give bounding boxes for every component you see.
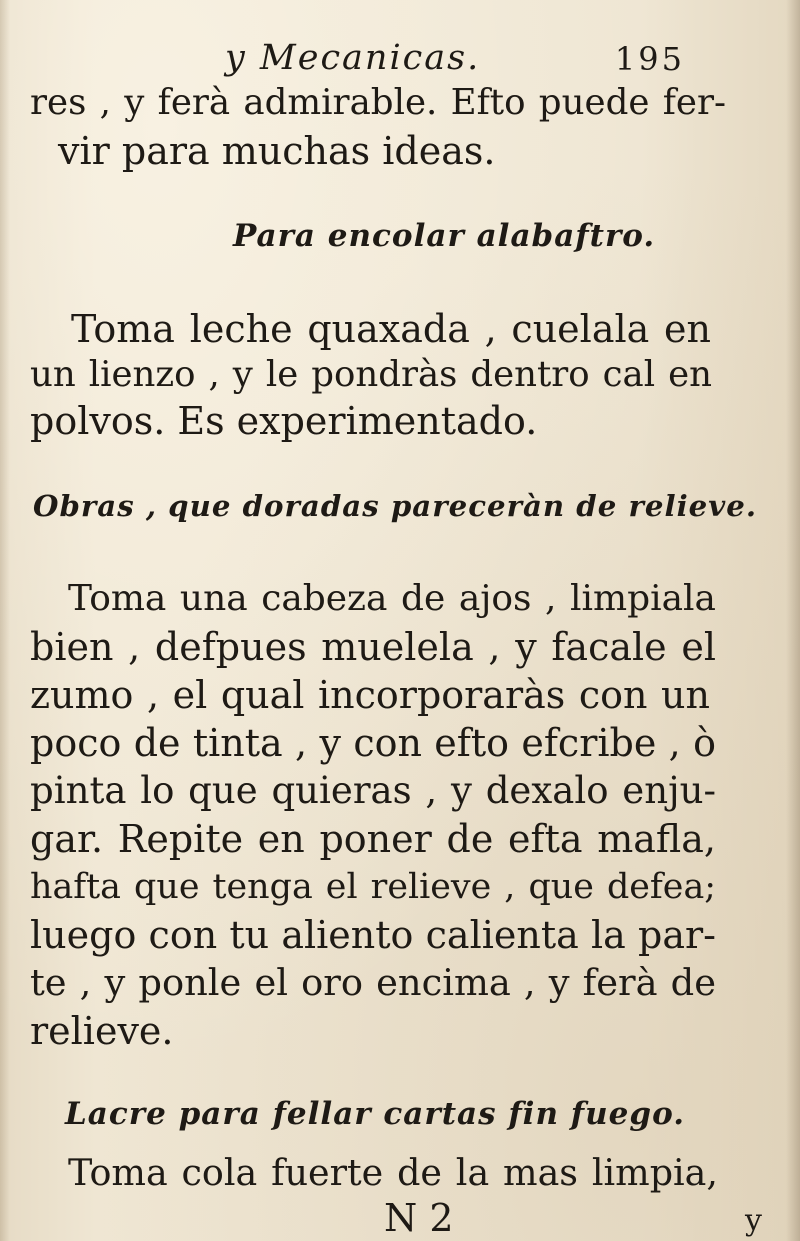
running-head xyxy=(225,38,685,82)
text-line: zumo , el qual incorporaràs con un xyxy=(30,673,710,717)
text-line: Toma cola fuerte de la mas limpia, xyxy=(68,1151,718,1194)
section-heading: Lacre para fellar cartas fin fuego. xyxy=(65,1096,685,1132)
page-left-edge-shadow xyxy=(0,0,10,1241)
text-line: vir para muchas ideas. xyxy=(58,129,496,173)
text-line: pinta lo que quieras , y dexalo enju- xyxy=(30,769,716,812)
running-head-title: y Mecanicas. xyxy=(225,38,481,78)
text-line: gar. Repite en poner de efta mafla, xyxy=(30,817,716,861)
text-line: res , y ferà admirable. Efto puede fer- xyxy=(30,82,726,123)
catchword: y xyxy=(745,1203,762,1238)
text-line: un lienzo , y le pondràs dentro cal en xyxy=(30,354,712,395)
section-heading: Para encolar alabaftro. xyxy=(233,218,656,254)
text-line: poco de tinta , y con efto efcribe , ò xyxy=(30,721,716,765)
text-line: polvos. Es experimentado. xyxy=(30,399,538,443)
text-line: luego con tu aliento calienta la par- xyxy=(30,913,716,957)
section-heading: Obras , que doradas pareceràn de relieve. xyxy=(33,489,758,523)
text-line: Toma leche quaxada , cuelala en xyxy=(71,307,711,351)
signature-mark: N 2 xyxy=(384,1196,454,1240)
page-gutter-shadow xyxy=(786,0,800,1241)
text-line: te , y ponle el oro encima , y ferà de xyxy=(30,961,716,1004)
text-line: Toma una cabeza de ajos , limpiala xyxy=(68,578,716,619)
text-line: hafta que tenga el relieve , que defea; xyxy=(30,867,716,907)
page-number: 195 xyxy=(614,40,685,78)
text-line: relieve. xyxy=(30,1009,174,1053)
text-line: bien , defpues muelela , y facale el xyxy=(30,625,716,669)
